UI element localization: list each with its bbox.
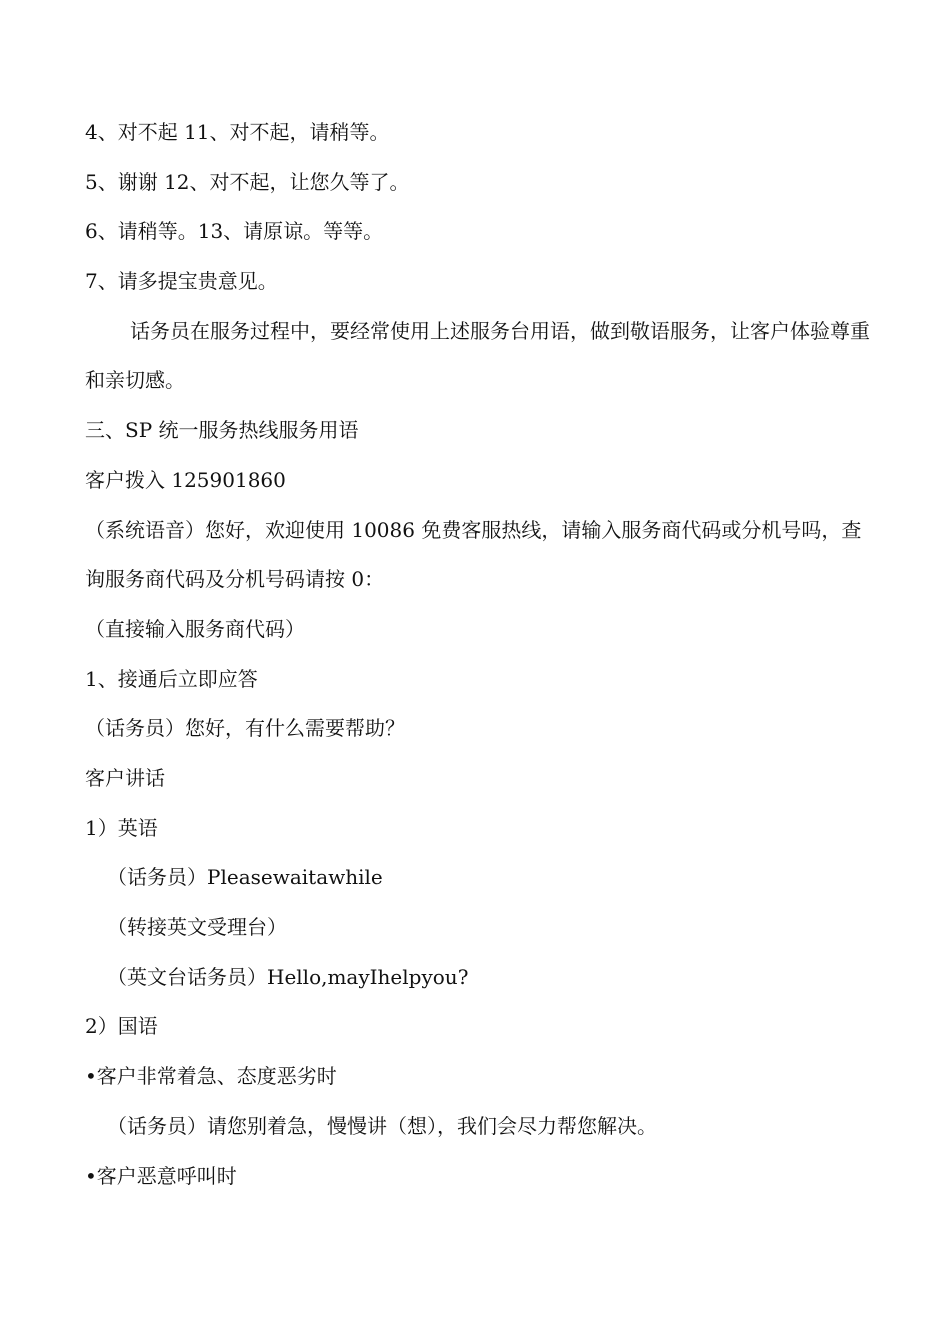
bullet-item: •客户恶意呼叫时 [85, 1163, 237, 1188]
text-line: （话务员）您好，有什么需要帮助？ [85, 716, 405, 741]
text-line: 1、接通后立即应答 [85, 666, 258, 691]
paragraph: （系统语音）您好，欢迎使用 10086 免费客服热线，请输入服务商代码或分机号吗，查询服务商代码及分机号码请按 0： [85, 517, 862, 592]
document-body [85, 108, 875, 1201]
text-line: 客户拨入 125901860 [85, 467, 286, 492]
text-line: （英文台话务员）Hello,mayIhelpyou? [107, 964, 469, 989]
text-line: （直接输入服务商代码） [85, 616, 305, 641]
text-line: 客户讲话 [85, 766, 165, 790]
text-line: （话务员）Pleasewaitawhile [107, 865, 383, 890]
text-line: 6、请稍等。13、请原谅。等等。 [85, 219, 384, 244]
text-line: （话务员）请您别着急，慢慢讲（想），我们会尽力帮您解决。 [107, 1113, 657, 1138]
text-line: 5、谢谢 12、对不起，让您久等了。 [85, 169, 410, 194]
text-line: （转接英文受理台） [107, 915, 287, 940]
text-line: 7、请多提宝贵意见。 [85, 269, 278, 294]
text-line: 1）英语 [85, 815, 158, 840]
text-line: 4、对不起 11、对不起，请稍等。 [85, 120, 390, 144]
bullet-item: •客户非常着急、态度恶劣时 [85, 1064, 337, 1089]
section-heading: 三、SP 统一服务热线服务用语 [85, 418, 359, 443]
paragraph: 话务员在服务过程中，要经常使用上述服务台用语，做到敬语服务，让客户体验尊重和亲切感。 [85, 318, 870, 393]
text-line: 2）国语 [85, 1014, 158, 1039]
